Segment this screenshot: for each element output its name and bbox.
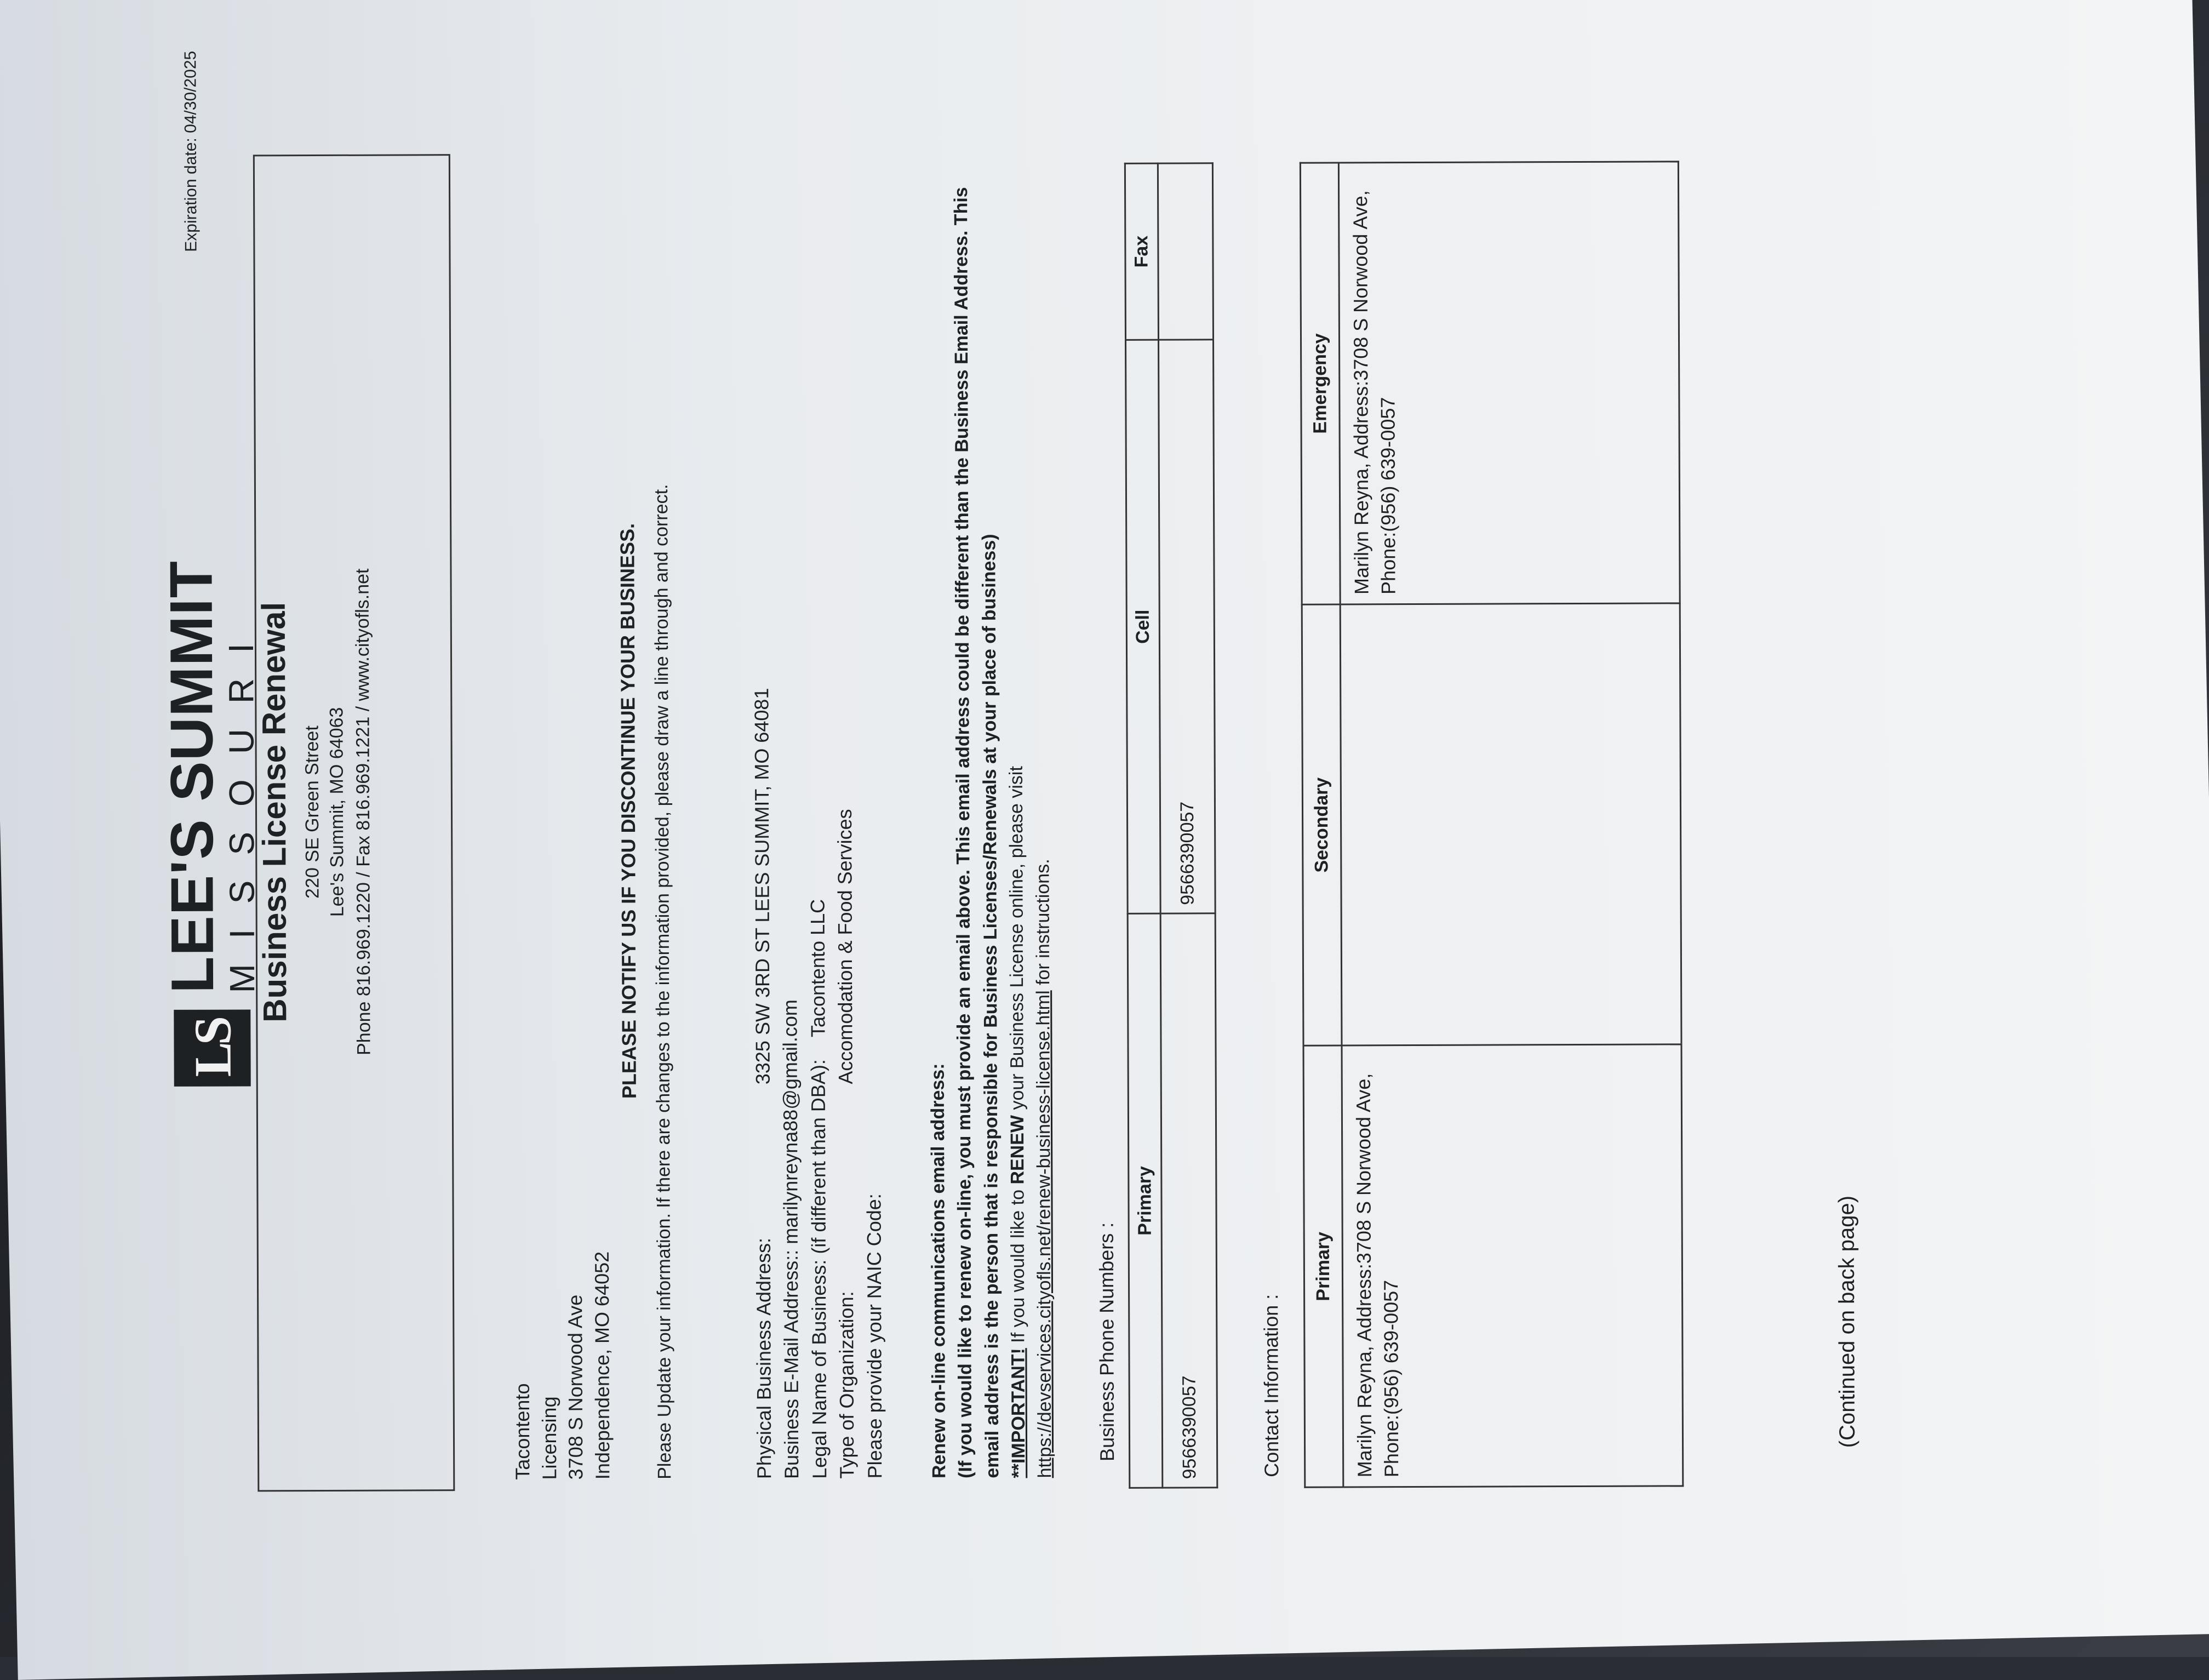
phone-cell: 9566390057 [1159,340,1216,914]
phone-fax [1158,163,1213,340]
logo-line1: LEE'S SUMMIT [161,561,223,993]
expiration-date: Expiration date: 04/30/2025 [181,51,201,252]
header-street: 220 SE Green Street [299,18,326,1607]
phone-header: Cell [1126,340,1161,914]
city-logo [161,561,262,1087]
field-label: Physical Business Address: [749,1084,779,1479]
contact-secondary [1340,603,1681,1046]
contact-emergency: Marilyn Reyna, Address:3708 S Norwood Ave, Phone:(956) 639-0057 [1338,162,1680,604]
field-row [859,688,889,1479]
renew-link[interactable]: https://devservices.cityofls.net/renew-business-license.html [1033,990,1055,1478]
field-value: Tacontento LLC [804,899,832,1037]
link-after: for instructions. [1032,859,1054,990]
contact-header: Primary [1303,1045,1343,1487]
phone-table [1124,162,1218,1489]
contact-table [1300,161,1684,1488]
continued-note: (Continued on back page) [1834,1196,1860,1448]
important-text: If you would like to [1007,1185,1028,1348]
document-page [33,11,2176,1608]
field-label: Business E-Mail Address:: [777,1250,806,1479]
field-label: Type of Organization: [832,1084,861,1479]
renew-word: RENEW [1007,1115,1028,1185]
logo-mark: LS [174,1009,250,1086]
renew-paragraph: (If you would like to renew on-line, you must provide an email above. This email address could be different than the Business Email Address. This email address is the person that is responsible for Business Licenses/Renewals at your place of business) [948,152,1005,1478]
renew-section [922,152,1058,1478]
field-row [776,688,806,1479]
field-label: Please provide your NAIC Code: [860,1084,889,1478]
contact-primary: Marilyn Reyna, Address:3708 S Norwood Ave, Phone:(956) 639-0057 [1342,1044,1683,1487]
address-line: Licensing [535,1252,563,1479]
address-line: Tacontento [509,1252,536,1479]
logo-line2: MISSOURI [221,561,261,993]
important-label: **IMPORTANT! [1008,1348,1029,1478]
phone-header: Primary [1128,914,1163,1488]
contact-header: Emergency [1300,163,1340,604]
mailing-address [509,1252,616,1480]
address-line: Independence, MO 64052 [589,1252,616,1479]
field-label: Legal Name of Business: (if different than DBA): [804,1059,833,1479]
address-line: 3708 S Norwood Ave [562,1252,590,1479]
renew-heading: Renew on-line communications email address: [922,152,953,1478]
phone-primary: 9566390057 [1160,913,1217,1488]
contact-header: Secondary [1302,604,1342,1046]
field-value: marilynreyna88@gmail.com [777,999,805,1244]
phone-label: Business Phone Numbers : [1095,1222,1119,1461]
field-value: Accomodation & Food Services [831,809,860,1084]
phone-header: Fax [1125,163,1158,340]
header-city: Lee's Summit, MO 64063 [324,18,351,1607]
business-fields [748,688,889,1479]
header-phone-fax: Phone 816.969.1220 / Fax 816.969.1221 / www.cityofls.net [350,18,377,1607]
contact-label: Contact Information : [1260,1294,1283,1477]
field-value: 3325 SW 3RD ST LEES SUMMIT, MO 64081 [748,688,777,1084]
field-row [748,688,778,1479]
page-title: Business License Renewal [253,18,296,1607]
field-row [831,688,861,1479]
notify-notice: PLEASE NOTIFY US IF YOU DISCONTINUE YOUR BUSINESS. [614,16,643,1605]
update-instructions: Please Update your information. If there are changes to the information provided, please draw a line through and correct. [648,164,678,1479]
field-row [803,688,833,1479]
important-text2: your Business License online, please visit [1006,766,1028,1115]
